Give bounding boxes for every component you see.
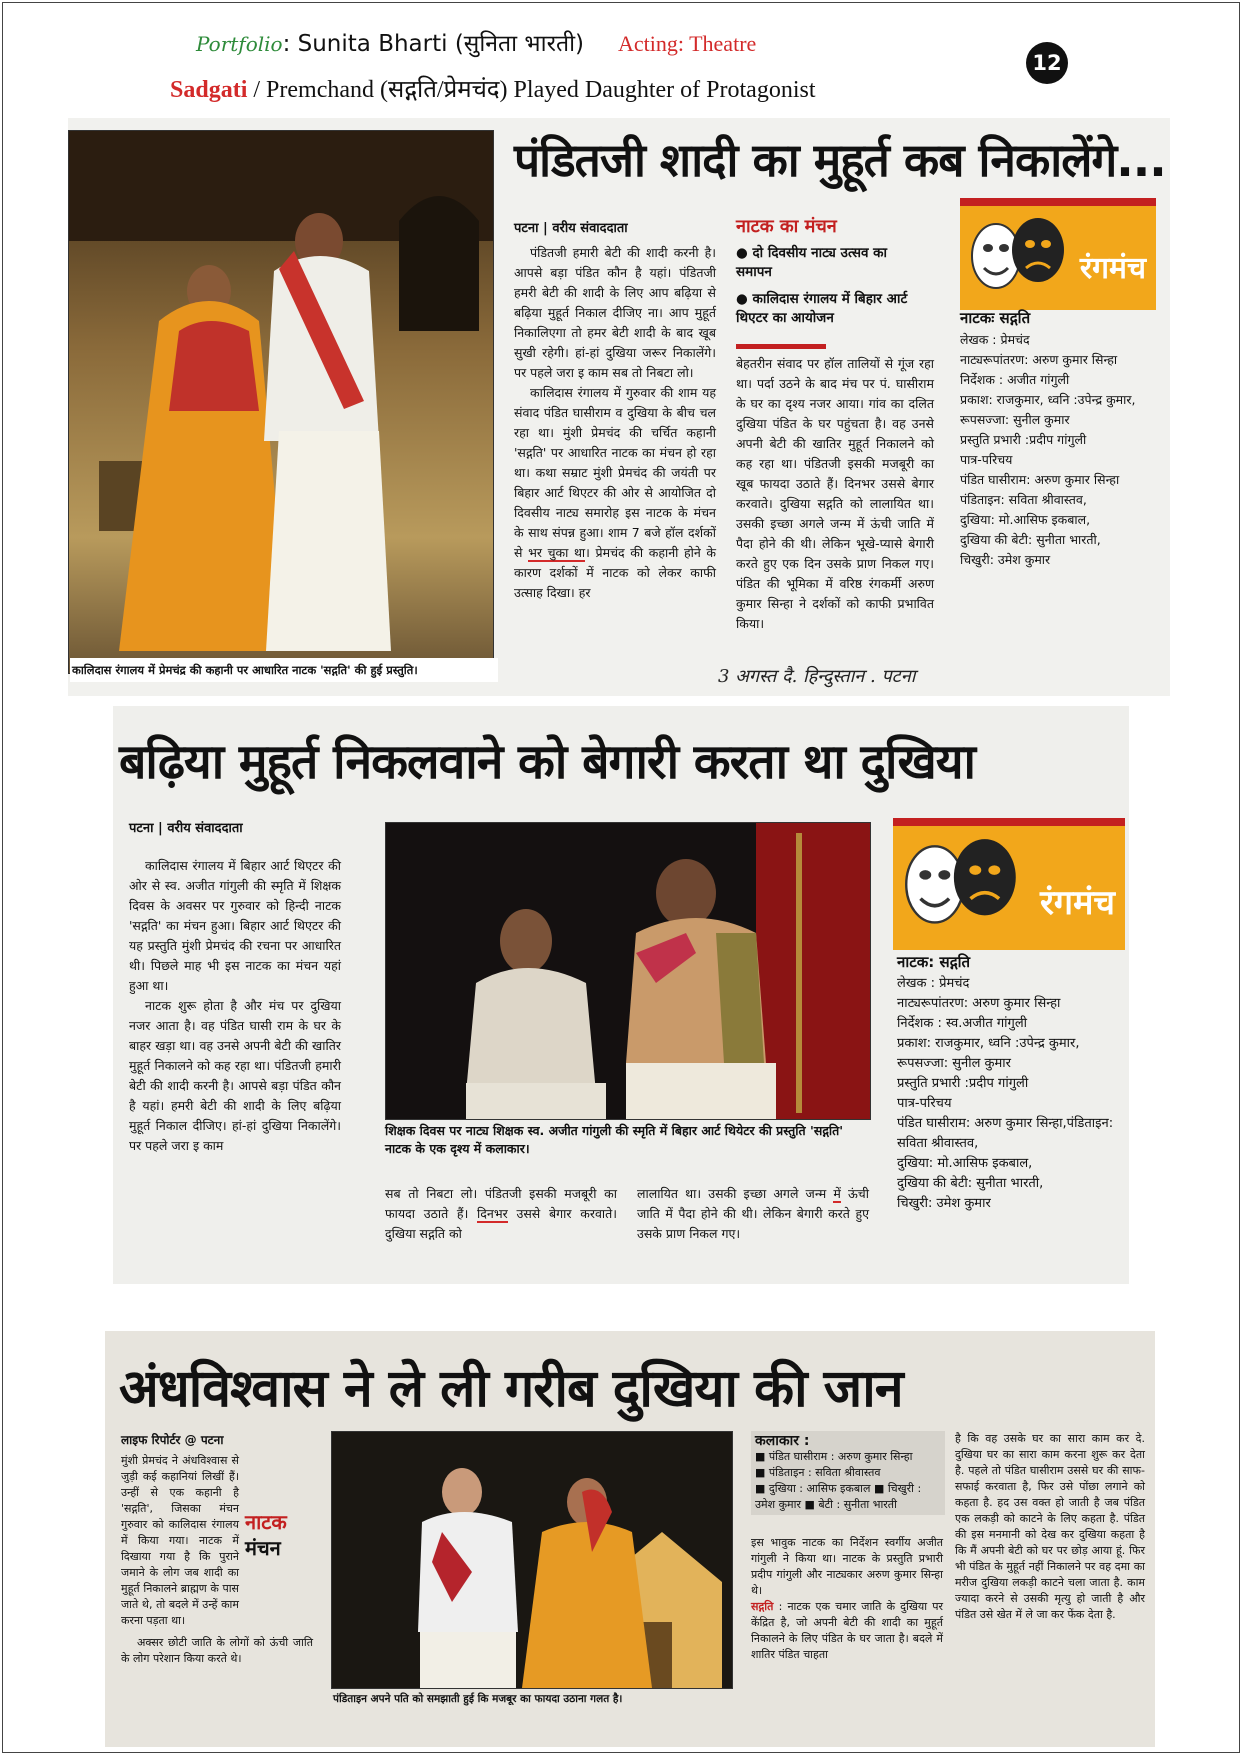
- paragraph: मुंशी प्रेमचंद ने अंधविश्वास से जुड़ी कई कहानियां लिखीं हैं। उन्हीं से एक कहानी है 'सद्गति', जिसका मंचन गुरुवार को कालिदास रंगालय में किया गया। नाटक में दिखाया गया है कि पुराने जमाने के लोग जब शादी का मुहूर्त निकालने ब्राह्मण के पास जाते थे, तो बदले में उन्हें काम करना पड़ता था।: [121, 1454, 239, 1627]
- byline-1: पटना | वरीय संवाददाता: [514, 221, 628, 236]
- cast-line: निर्देशक : स्व.अजीत गांगुली: [897, 1016, 1028, 1031]
- cast-title: नाटकः सद्गति: [960, 309, 1031, 327]
- byline-3: लाइफ रिपोर्टर @ पटना: [121, 1433, 224, 1447]
- paragraph: इस भावुक नाटक का निर्देशन स्वर्गीय अजीत गांगुली ने किया था। नाटक के प्रस्तुति प्रभारी प्रदीप गांगुली और नाट्यकार अरुण कुमार सिन्हा थे।: [751, 1536, 943, 1597]
- portfolio-header: [196, 26, 756, 58]
- cast-line: पात्र-परिचय: [897, 1096, 952, 1111]
- natak-manchan-tag: [245, 1509, 313, 1561]
- paragraph: [751, 1599, 943, 1663]
- handwritten-source-note: 3 अगस्त दै. हिन्दुस्तान . पटना: [718, 666, 916, 687]
- article-column-3: [637, 1184, 869, 1244]
- theatre-masks-icon: [899, 832, 1023, 932]
- rangmanch-logo-1: [960, 198, 1156, 310]
- underlined-text: भर चुका था: [528, 545, 586, 560]
- text-run: ऊंची जाति में पैदा होने की थी। लेकिन बेगारी करते हुए उसके प्राण निकल गए।: [637, 1186, 869, 1241]
- stage-photo-3: [331, 1431, 733, 1689]
- cast-line: ■ दुखिया : आसिफ इकबाल ■ चिखुरी : उमेश कुमार ■ बेटी : सुनीता भारती: [755, 1482, 922, 1511]
- article-column-1: [129, 856, 341, 1156]
- text-run: लालायित था। उसकी इच्छा अगले जन्म: [637, 1186, 834, 1201]
- artist-name: : Sunita Bharti (सुनिता भारती): [282, 31, 585, 57]
- cast-line: पंडित घासीराम: अरुण कुमार सिन्हा,पंडिताइन: सविता श्रीवास्तव,: [897, 1116, 1114, 1151]
- cast-line: निर्देशक : अजीत गांगुली: [960, 372, 1070, 387]
- stage-photo-2: [385, 822, 871, 1120]
- text-run: : नाटक एक चमार जाति के दुखिया पर केंद्रित है, जो अपनी बेटी की शादी का मुहूर्त निकालने के लिए पंडित के घर जाता है। बदले में शातिर पंडित चाहता: [751, 1600, 943, 1661]
- cast-line: चिखुरी: उमेश कुमार: [897, 1196, 991, 1211]
- text-run: । प्रेमचंद की कहानी होने के कारण दर्शकों में नाटक को लेकर काफी उत्साह दिखा। हर: [514, 545, 716, 600]
- text-run: सब तो निबटा लो। पंडितजी इसकी मजबूरी का फायदा उठाते हैं।: [385, 1186, 617, 1221]
- article-column-4: है कि वह उसके घर का सारा काम कर दे. दुखिया घर का सारा काम करना शुरू कर देता है. पहले तो पंडित घासीराम उससे घर की साफ-सफाई करवाता है, फिर उसे पोंछा लगाने को कहता है. हद उस वक्त हो जाती है जब पंडित एक लकड़ी को काटने के लिए कहता है. पंडित की इस मनमानी को देख कर दुखिया कहता है कि मैं अपनी बेटी को घर पर छोड़ आया हूं. फिर भी पंडित के मुहूर्त नहीं निकालने पर वह दमा का मरीज दुखिया लकड़ी काटने चला जाता है. काम ज्यादा करने से उसकी मृत्यु हो जाती है और पंडित उसे खेत में ले जा कर फेंक देता है.: [955, 1432, 1145, 1621]
- cast-line: प्रस्तुति प्रभारी :प्रदीप गांगुली: [960, 432, 1087, 447]
- text-run: उससे बेगार करवाते। दुखिया सद्गति को: [385, 1206, 617, 1241]
- highlight-bullet-1: ● दो दिवसीय नाट्य उत्सव का समापन: [736, 245, 888, 280]
- underlined-text: में: [833, 1186, 841, 1201]
- play-name: Sadgati: [170, 77, 248, 103]
- cast-line: नाट्यरूपांतरण: अरुण कुमार सिन्हा: [897, 996, 1061, 1011]
- paragraph: अक्सर छोटी जाति के लोगों को ऊंची जाति के लोग परेशान किया करते थे।: [121, 1636, 313, 1665]
- play-title-line: [170, 72, 816, 105]
- tag-natak: नाटक: [245, 1510, 287, 1534]
- rangmanch-text: रंगमंच: [1079, 251, 1146, 286]
- cast-line: दुखिया: मो.आसिफ इकबाल,: [960, 512, 1091, 527]
- cast-box-2: [897, 952, 1125, 1214]
- news-clipping-1: [68, 118, 1170, 696]
- cast-line: दुखिया की बेटी: सुनीता भारती,: [897, 1176, 1044, 1191]
- page-number-badge: 12: [1026, 42, 1068, 84]
- cast-line: दुखिया की बेटी: सुनीता भारती,: [960, 532, 1101, 547]
- byline-2: पटना | वरीय संवाददाता: [129, 821, 243, 836]
- cast-box-1: [960, 308, 1156, 570]
- cast-line: नाट्यरूपांतरण: अरुण कुमार सिन्हा: [960, 352, 1118, 367]
- text-run: कालिदास रंगालय में गुरुवार की शाम यह संवाद पंडित घासीराम व दुखिया के बीच चल रहा था। मुंशी प्रेमचंद की चर्चित कहानी 'सद्गति' पर आधारित नाटक का मंचन हो रहा था। कथा सम्राट मुंशी प्रेमचंद की जयंती पर बिहार आर्ट थिएटर की ओर से आयोजित दो दिवसीय नाट्य समारोह इस नाटक के मंचन के साथ संपन्न हुआ। शाम 7 बजे हॉल दर्शकों से: [514, 385, 716, 560]
- photo-caption-3: पंडिताइन अपने पति को समझाती हुई कि मजबूर का फायदा उठाना गलत है।: [333, 1693, 623, 1705]
- cast-line: पंडिताइन: सविता श्रीवास्तव,: [960, 492, 1087, 507]
- underlined-text: दिनभर: [477, 1206, 508, 1221]
- rangmanch-text: रंगमंच: [1040, 883, 1115, 923]
- rangmanch-logo-2: [893, 818, 1125, 950]
- cast-line: ■ पंडित घासीराम : अरुण कुमार सिन्हा: [755, 1450, 913, 1463]
- cast-line: लेखक : प्रेमचंद: [897, 976, 970, 991]
- article-column-1: [514, 243, 716, 603]
- photo-caption-1: कालिदास रंगालय में प्रेमचंद्र की कहानी पर आधारित नाटक 'सद्गति' की हुई प्रस्तुति।: [70, 658, 498, 682]
- paragraph: कालिदास रंगालय में बिहार आर्ट थिएटर की ओर से स्व. अजीत गांगुली की स्मृति में शिक्षक दिवस के अवसर पर गुरुवार को हिन्दी नाटक 'सद्गति' का मंचन हुआ। बिहार आर्ट थिएटर की यह प्रस्तुति मुंशी प्रेमचंद की रचना पर आधारित थी। पिछले माह भी इस नाटक का मंचन यहां हुआ था।: [129, 858, 341, 993]
- cast-line: चिखुरी: उमेश कुमार: [960, 552, 1051, 567]
- stage-scene-illustration: [386, 823, 870, 1119]
- stage-scene-illustration: [332, 1432, 732, 1688]
- cast-line: प्रस्तुति प्रभारी :प्रदीप गांगुली: [897, 1076, 1029, 1091]
- highlight-bullet-2: ● कालिदास रंगालय में बिहार आर्ट थिएटर का आयोजन: [736, 291, 908, 326]
- article-column-2: [385, 1184, 617, 1244]
- play-detail: / Premchand (सद्गति/प्रेमचंद) Played Daughter of Protagonist: [247, 77, 816, 103]
- headline-3: अंधविश्वास ने ले ली गरीब दुखिया की जान: [119, 1359, 903, 1419]
- headline-1: पंडितजी शादी का मुहूर्त कब निकालेंगे...: [514, 133, 1166, 187]
- paragraph: नाटक शुरू होता है और मंच पर दुखिया नजर आता है। वह पंडित घासी राम के घर के बाहर खड़ा था। वह उनसे अपनी बेटी की खातिर मुहूर्त निकालने को कह रहा था। पंडितजी हमारी बेटी की शादी करनी है। आपसे बड़ा पंडित कौन है यहां। हमरी बेटी की शादी के लिए बढ़िया मुहूर्त निकाल दीजिए। हां-हां दुखिया निकालेंगे। पर पहले जरा इ काम: [129, 998, 341, 1153]
- cast-line: दुखिया: मो.आसिफ इकबाल,: [897, 1156, 1033, 1171]
- photo-caption-2: शिक्षक दिवस पर नाट्य शिक्षक स्व. अजीत गांगुली की स्मृति में बिहार आर्ट थियेटर की प्रस्तुति 'सद्गति' नाटक के एक दृश्य में कलाकार।: [385, 1123, 844, 1156]
- stage-scene-illustration: [69, 131, 493, 673]
- paragraph: पंडितजी हमारी बेटी की शादी करनी है। आपसे बड़ा पंडित कौन है यहां। पंडितजी हमरी बेटी की शादी के लिए आप बढ़िया से बढ़िया मुहूर्त निकाल दीजिए ना। आप मुहूर्त निकालिएगा तो हमर बेटी शादी के बाद खूब सुखी रहेगी। हां-हां दुखिया जरूर निकालेंगे। पर पहले जरा इ काम सब तो निबटा लो।: [514, 245, 716, 380]
- category-label: Acting: Theatre: [618, 31, 757, 56]
- cast-title: नाटक: सद्गति: [897, 953, 971, 971]
- paragraph: [514, 383, 716, 603]
- portfolio-label: Portfolio: [196, 32, 283, 56]
- cast-title: कलाकार :: [755, 1433, 810, 1449]
- section-lead: सद्गति: [751, 1600, 774, 1613]
- red-rule: [736, 344, 826, 349]
- cast-line: पंडित घासीराम: अरुण कुमार सिन्हा: [960, 472, 1120, 487]
- cast-line: ■ पंडिताइन : सविता श्रीवास्तव: [755, 1466, 881, 1479]
- stage-photo-1: [68, 130, 494, 674]
- subsection-title: नाटक का मंचन: [736, 216, 837, 237]
- theatre-masks-icon: [966, 212, 1070, 296]
- news-clipping-2: [113, 706, 1129, 1284]
- cast-line: पात्र-परिचय: [960, 452, 1013, 467]
- headline-2: बढ़िया मुहूर्त निकलवाने को बेगारी करता था दुखिया: [119, 734, 975, 790]
- cast-box-3: [751, 1431, 945, 1515]
- cast-line: लेखक : प्रेमचंद: [960, 332, 1030, 347]
- cast-line: प्रकाश: राजकुमार, ध्वनि :उपेन्द्र कुमार, रूपसज्जा: सुनील कुमार: [960, 392, 1136, 427]
- news-clipping-3: [105, 1331, 1155, 1747]
- article-column-3: [751, 1535, 943, 1663]
- tag-manchan: मंचन: [245, 1536, 281, 1560]
- article-column-2: बेहतरीन संवाद पर हॉल तालियों से गूंज रहा था। पर्दा उठने के बाद मंच पर पं. घासीराम के घर का दृश्य नजर आया। गांव का दलित दुखिया पंडित के घर पहुंचता है। वह उनसे अपनी बेटी की खातिर मुहूर्त निकालने को कह रहा था। पंडितजी इसकी मजबूरी का खूब फायदा उठाते हैं। दिनभर उससे बेगार करवाते। दुखिया सद्गति को लालायित था। उसकी इच्छा अगले जन्म में ऊंची जाति में पैदा होने की थी। लेकिन भूखे-प्यासे बेगारी करते हुए एक दिन उसके प्राण निकल गए। पंडित की भूमिका में वरिष्ठ रंगकर्मी अरुण कुमार सिन्हा ने दर्शकों को काफी प्रभावित किया।: [736, 356, 934, 631]
- cast-line: प्रकाश: राजकुमार, ध्वनि :उपेन्द्र कुमार, रूपसज्जा: सुनील कुमार: [897, 1036, 1080, 1071]
